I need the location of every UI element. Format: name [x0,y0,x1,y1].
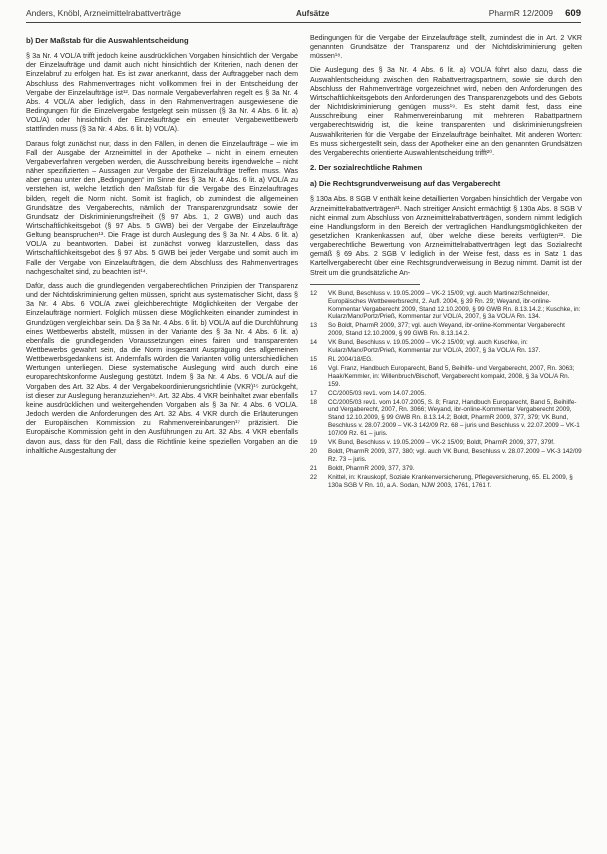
header-rule [26,22,581,23]
footnote-text: CC/2005/03 rev1. vom 14.07.2005. [328,389,427,397]
running-title: Anders, Knöbl, Arzneimittelrabattverträge [26,8,181,18]
footnote-number: 22 [310,473,318,481]
paragraph: Bedingungen für die Vergabe der Einzelaufträge stellt, zumindest die in Art. 2 VKR genannten Grundsätze der Transparenz und der Nichtdiskriminierung gelten müssen¹⁸. [310,34,582,61]
right-column [310,34,582,491]
footnote-text: So Boldt, PharmR 2009, 377; vgl. auch Weyand, ibr-online-Kommentar Vergaberecht 2009, Stand 12.10.2009, § 99 GWB Rn. 8.13.14.2. [328,322,565,338]
footnote-number: 19 [310,439,318,447]
footnote [310,365,582,389]
section-heading-2: 2. Der sozialrechtliche Rahmen [310,163,423,173]
footnotes [310,290,582,490]
section-heading-b: b) Der Maßstab für die Auswahlentscheidung [26,36,189,45]
footnote-text: Knittel, in: Krauskopf, Soziale Krankenversicherung, Pflegeversicherung, 65. EL 2009, § 130a SGB V Rn. 10, a.A. Sodan, NJW 2003, 1761, 1761 f. [328,473,573,489]
paragraph: Die Auslegung des § 3a Nr. 4 Abs. 6 lit. a) VOL/A führt also dazu, dass die Auswahlentscheidung zwischen den Rabattvertragspartnern, sowie sie durch den Abschluss der Rahmenverträge vorgezeichnet wird, neben den Anforderungen des Wirtschaftlichkeitsgebots den Anforderungen des Transparenzgebots und des Gebots der Nichtdiskriminierung genügen muss¹⁹. Es steht damit fest, dass eine Ausschreibung einer Rahmenvereinbarung mit mehreren Rabattpartnern vergaberechtswidrig ist, die keine transparenten und diskriminierungsfreien Auswahlkriterien für die Vergabe der Einzelaufträge beinhaltet. Mit anderen Worten: Es muss sichergestellt sein, dass der Apotheker eine an den genannten Grundsätzen des Vergaberechts orientierte Auswahlentscheidung trifft²⁰. [310,66,582,157]
footnote-text: VK Bund, Beschluss v. 19.05.2009 – VK-2 15/09; Boldt, PharmR 2009, 377, 379f. [328,439,555,447]
footnote-number: 12 [310,289,318,297]
footnote-number: 17 [310,389,318,397]
footnote [310,474,582,490]
footnote-number: 14 [310,339,318,347]
page-number: 609 [565,8,581,19]
section-label: Aufsätze [296,9,330,18]
footnote-number: 16 [310,364,318,372]
footnote-number: 20 [310,447,318,455]
footnote [310,339,582,355]
footnote [310,390,582,398]
section-heading-a: a) Die Rechtsgrundverweisung auf das Vergaberecht [310,179,501,189]
footnote [310,290,582,322]
footnote [310,448,582,464]
footnote [310,399,582,439]
footnote-text: CC/2005/03 rev1. vom 14.07.2005, S. 8; Franz, Handbuch Europarecht, Band 5, Beihilfe- und Vergaberecht, 2007, Rn. 3066; Weyand, ibr-online-Kommentar Vergaberecht 2009, Stand 12.10.2009, § 99 GWB Rn. 8.13.14.2; Boldt, PharmR 2009, 377, 379; VK Bund, Beschluss v. 28.07.2009 – VK-3 142/09 Rz. 68 – juris und Beschluss v. 22.07.2009 – VK-1 107/09 Rz. 61 – juris. [328,398,580,438]
footnote-number: 21 [310,464,318,472]
footnote-text: VK Bund, Beschluss v. 19.05.2009 – VK-2 15/09; vgl. auch Martinez/Schneider, Europäisches Wettbewerbsrecht, 2. Aufl. 2004, § 39 Rn. 29; Weyand, ibr-online-Kommentar Vergaberecht 2009, Stand 12.10.2009, § 99 GWB Rn. 8.13.14.2.; Kuschke, in: Kularz/Marx/Portz/Prieß, Kommentar zur VOL/A, 2007, § 3a VOL/A Rn. 134. [328,289,581,321]
left-column [26,34,298,461]
footnote-number: 15 [310,356,318,363]
footnote-text: Boldt, PharmR 2009, 377, 380; vgl. auch VK Bund, Beschluss v. 28.07.2009 – VK-3 142/09 Rz. 73 – juris. [328,447,582,463]
page-header [26,8,581,28]
footnote-rule [310,284,420,285]
footnote [310,356,582,364]
footnote-text: VK Bund, Beschluss v. 19.05.2009 – VK-2 15/09; vgl. auch Kuschke, in: Kularz/Marx/Portz/Prieß, Kommentar zur VOL/A, 2007, § 3a VOL/A Rn. 137. [328,339,541,355]
footnote-text: Boldt, PharmR 2009, 377, 379. [328,464,415,472]
footnote-number: 13 [310,322,318,330]
paragraph: Dafür, dass auch die grundlegenden vergaberechtlichen Prinzipien der Transparenz und der Nichtdiskriminierung gelten müssen, spricht aus systematischer Sicht, dass § 3a Nr. 4 Abs. 6 VOL/A zwei gleichberechtigte Möglichkeiten der Vergabe der Einzelaufträge normiert. Folglich müssen diese Möglichkeiten einander zumindest in Grundzügen vergleichbar sein. Da § 3a Nr. 4 Abs. 6 lit. b) VOL/A auf die Durchführung eines Wettbewerbs abstellt, müssen in der Variante des § 3a Nr. 4 Abs. 6 lit. a) ebenfalls die grundlegenden Voraussetzungen eines fairen und transparenten Wettbewerbs gewahrt sein, da die Norm insgesamt Ausprägung des allgemeinen Wettbewerbsgedankens ist. Andernfalls würden die Varianten völlig unterschiedlichen Wertungen unterliegen. Diese systematische Auslegung wird auch durch eine europarechtskonforme Auslegung gestützt. Indem § 3a Nr. 4 Abs. 6 VOL/A auf die Vorgaben des Art. 32 Abs. 4 der Vergabekoordinierungsrichtlinie (VKR)¹⁵ zurückgeht, ist dieser zur Auslegung heranzuziehen¹⁶. Art. 32 Abs. 4 VKR beinhaltet zwar ebenfalls keine ausdrücklichen und weitergehenden Vorgaben als § 3a Nr. 4 Abs. 6 VOL/A. Jedoch werden die Anforderungen des Art. 32 Abs. 4 VKR durch die Erläuterungen der Europäischen Kommission zu Rahmenvereinbarungen¹⁷ präzisiert. Die Europäische Kommission geht in den Ausführungen zu Art. 32 Abs. 4 VKR ebenfalls davon aus, dass für den Fall, dass die Richtlinie keine speziellen Vorgaben an die inhaltliche Ausgestaltung der [26,281,298,455]
paragraph: § 3a Nr. 4 VOL/A trifft jedoch keine ausdrücklichen Vorgaben hinsichtlich der Vergabe der Einzelaufträge und damit auch nicht hinsichtlich der Kriterien, nach denen der Einzelabruf zu erfolgen hat. Es ist zwar anerkannt, dass der Auftraggeber nach dem Abschluss des Rahmenvertrages nicht vollkommen frei in der Entscheidung der Vergabe der Einzelaufträge ist¹². Das normale Vergabeverfahren regelt es § 3a Nr. 4 Abs. 4 VOL/A aber lediglich, dass in den Rahmenvertragen ausgewiesene die Bedingungen für die Einzelvergabe festgelegt sein müssen (§ 3a Nr. 4 Abs. 6 lit. a) VOL/A) oder hinsichtlich der Einzelaufträge ein erneuter Vergabewettbewerb stattfinden muss (§ 3a Nr. 4 Abs. 6 lit. b) VOL/A). [26,52,298,134]
footnote-text: RL 2004/18/EG. [328,356,373,363]
footnote [310,439,582,447]
footnote-text: Vgl. Franz, Handbuch Europarecht, Band 5, Beihilfe- und Vergaberecht, 2007, Rn. 3063; Haak/Kemmler, in: Willenbruch/Bischoff, Vergaberecht kompakt, 2008, § 3a VOL/A Rn. 159. [328,364,575,388]
journal-issue: PharmR 12/2009 [488,8,553,18]
footnote [310,465,582,473]
footnote [310,322,582,338]
footnote-number: 18 [310,398,318,406]
paragraph: § 130a Abs. 8 SGB V enthält keine detaillierten Vorgaben hinsichtlich der Vergabe von Arzneimittelrabattverträgen²¹. Nach streitiger Ansicht ermächtigt § 130a Abs. 8 SGB V nicht einmal zum Abschluss von Arzneimittelrabattverträgen, sondern nimmt lediglich eine Handlungsform in den Bereich der vertraglichen Handlungsmöglichkeiten der gesetzlichen Krankenkassen auf, über welche diese bereits verfügten²². Die vergaberechtliche Bewertung von Arzneimittelrabattverträgen legt das Sozialrecht gemäß § 69 Abs. 2 SGB V lediglich in der Weise fest, dass es in Satz 1 das Kartellvergaberecht über eine Rechtsgrundverweisung in Bezug nimmt. Damit ist der Streit um die grundsätzliche An- [310,195,582,277]
paragraph: Daraus folgt zunächst nur, dass in den Fällen, in denen die Einzelaufträge – wie im Fall der Ausgabe der Arzneimittel in der Apotheke – nicht in einem erneuten Vergabeverfahren vergeben werden, die Ausschreibung bereits irgendwelche – nicht näher spezifizierten – Aussagen zur Vergabe der Einzelaufträge treffen muss. Was aber genau unter den „Bedingungen“ im Sinne des § 3a Nr. 4 Abs. 6 lit. a) VOL/A zu verstehen ist, welche letztlich den Maßstab für die Vergabe des Einzelauftrages bilden, regelt die Norm nicht. Somit ist fraglich, ob zumindest die allgemeinen Grundsätze des Vergaberechts, nämlich der Transparenzgrundsatz sowie der Grundsatz der Diskriminierungsfreiheit (§ 97 Abs. 1, 2 GWB) und auch das Wirtschaftlichkeitsgebot (§ 97 Abs. 5 GWB) bei der Vergabe der Einzelaufträge Geltung beanspruchen¹³. Die Frage ist durch Auslegung des § 3a Nr. 4 Abs. 6 lit. a) VOL/A zu beantworten. Dabei ist zunächst vorweg klarzustellen, dass das Wirtschaftlichkeitsgebot des § 97 Abs. 5 GWB bei jeder Vergabe und somit auch im Falle der Vergabe von Einzelaufträgen, die dem Abschluss des Rahmenvertrages nachgeschaltet sind, zu beachten ist¹⁴. [26,139,298,276]
